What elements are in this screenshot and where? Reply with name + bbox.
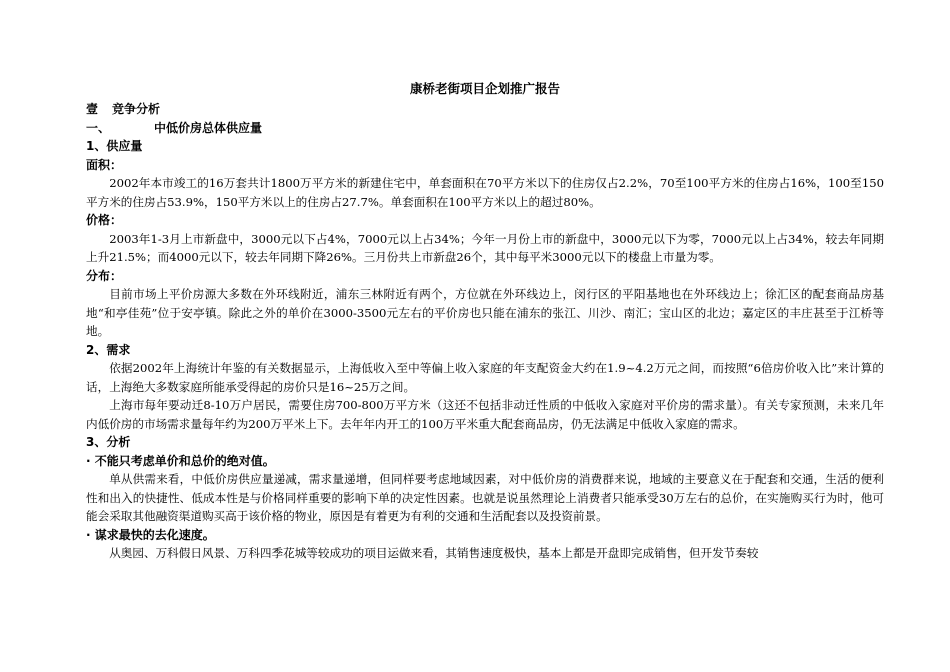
subsection-heading-1 <box>86 119 884 138</box>
bullet-point-1: · 不能只考虑单价和总价的绝对值。 <box>86 453 275 468</box>
heading-distribution: 分布： <box>86 268 123 283</box>
paragraph-demand-1: 依据2002年上海统计年鉴的有关数据显示，上海低收入至中等偏上收入家庭的年支配资金大约在1.9~4.2万元之间，而按照“6倍房价收入比”来计算的话，上海绝大多数家庭所能承受得起的房价只是16~25万之间。 <box>86 361 884 394</box>
bullet-point-2: · 谋求最快的去化速度。 <box>86 527 215 542</box>
paragraph-demand-2: 上海市每年要动迁8-10万户居民，需要住房700-800万平方米（这还不包括非动迁性质的中低收入家庭对平价房的需求量）。有关专家预测，未来几年内低价房的市场需求量每年约为200万平米上下。去年年内开工的100万平米重大配套商品房，仍无法满足中低收入家庭的需求。 <box>86 398 884 431</box>
paragraph-price: 2003年1-3月上市新盘中，3000元以下占4%，7000元以上占34%；今年一月份上市的新盘中，3000元以下为零，7000元以上占34%，较去年同期上升21.5%；而4000元以下，较去年同期下降26%。三月份共上市新盘26个，其中每平米3000元以下的楼盘上市量为零。 <box>86 231 884 264</box>
paragraph-bullet-2: 从奥园、万科假日风景、万科四季花城等较成功的项目运做来看，其销售速度极快，基本上都是开盘即完成销售，但开发节奏较 <box>109 546 759 560</box>
heading-price: 价格： <box>86 213 123 227</box>
paragraph-bullet-1: 单从供需来看，中低价房供应量递减，需求量递增，但同样要考虑地域因素，对中低价房的消费群来说，地域的主要意义在于配套和交通，生活的便利性和出入的快捷性、低成本性是与价格同样重要的影响下单的决定性因素。也就是说虽然理论上消费者只能承受30万左右的总价，在实施购买行为时，他可能会采取其他融资渠道购买高于该价格的物业，原因是有着更为有利的交通和生活配套以及投资前景。 <box>86 472 884 523</box>
paragraph-area: 2002年本市竣工的16万套共计1800万平方米的新建住宅中，单套面积在70平方米以下的住房仅占2.2%，70至100平方米的住房占16%，100至150平方米的住房占53.9%，150平方米以上的住房占27.7%。单套面积在100平方米以上的超过80%。 <box>86 176 884 209</box>
heading-analysis: 3、分析 <box>86 435 131 449</box>
heading-area: 面积： <box>86 157 123 172</box>
section-heading-1 <box>86 100 884 119</box>
paragraph-distribution: 目前市场上平价房源大多数在外环线附近，浦东三林附近有两个，方位就在外环线边上，闵行区的平阳基地也在外环线边上；徐汇区的配套商品房基地“和亭佳苑”位于安亭镇。除此之外的单价在3000-3500元左右的平价房也只能在浦东的张江、川沙、南汇；宝山区的北边；嘉定区的丰庄甚至于江桥等地。 <box>86 287 884 338</box>
section-number: 壹 <box>86 102 99 116</box>
subsection-title: 中低价房总体供应量 <box>154 120 263 135</box>
heading-supply: 1、供应量 <box>86 139 143 153</box>
heading-demand: 2、需求 <box>86 342 131 357</box>
subsection-number: 一、 <box>86 120 111 135</box>
document-title: 康桥老街项目企划推广报告 <box>409 81 560 96</box>
section-title: 竞争分析 <box>112 102 161 116</box>
